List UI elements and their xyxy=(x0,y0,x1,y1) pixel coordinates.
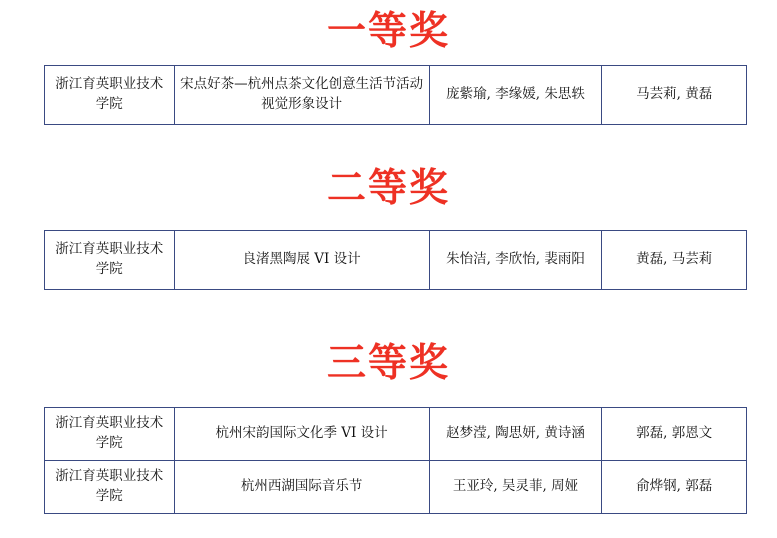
cell-school: 浙江育英职业技术学院 xyxy=(45,66,175,125)
cell-work-title: 宋点好茶—杭州点茶文化创意生活节活动视觉形象设计 xyxy=(174,66,429,125)
spacer-section-2-3 xyxy=(0,290,777,344)
award-title-first-prize: 一等奖 xyxy=(326,8,450,54)
table-row xyxy=(45,66,747,125)
cell-work-title: 杭州西湖国际音乐节 xyxy=(174,461,429,514)
award-title-third-prize: 三等奖 xyxy=(326,340,450,386)
cell-students: 庞紫瑜, 李缘媛, 朱思轶 xyxy=(429,66,602,125)
spacer-after-title-2 xyxy=(0,208,777,230)
cell-teachers: 马芸莉, 黄磊 xyxy=(602,66,747,125)
table-wrapper-third-prize xyxy=(0,407,777,514)
cell-teachers: 郭磊, 郭恩文 xyxy=(602,408,747,461)
cell-school: 浙江育英职业技术学院 xyxy=(45,461,175,514)
cell-school: 浙江育英职业技术学院 xyxy=(45,231,175,290)
table-row xyxy=(45,231,747,290)
award-section-first-prize xyxy=(0,8,777,125)
award-table-first-prize xyxy=(44,65,747,125)
award-title-second-prize: 二等奖 xyxy=(326,165,450,211)
table-wrapper-first-prize xyxy=(0,65,777,125)
cell-teachers: 黄磊, 马芸莉 xyxy=(602,231,747,290)
award-section-third-prize xyxy=(0,340,777,514)
cell-students: 朱怡洁, 李欣怡, 裴雨阳 xyxy=(429,231,602,290)
table-row xyxy=(45,408,747,461)
table-row xyxy=(45,461,747,514)
award-table-third-prize xyxy=(44,407,747,514)
cell-students: 王亚玲, 吴灵菲, 周娅 xyxy=(429,461,602,514)
spacer-section-1-2 xyxy=(0,125,777,169)
award-table-second-prize xyxy=(44,230,747,290)
cell-teachers: 俞烨钢, 郭磊 xyxy=(602,461,747,514)
table-wrapper-second-prize xyxy=(0,230,777,290)
award-section-second-prize xyxy=(0,165,777,290)
cell-work-title: 杭州宋韵国际文化季 VI 设计 xyxy=(174,408,429,461)
spacer-after-title-3 xyxy=(0,383,777,407)
cell-school: 浙江育英职业技术学院 xyxy=(45,408,175,461)
cell-work-title: 良渚黑陶展 VI 设计 xyxy=(174,231,429,290)
cell-students: 赵梦滢, 陶思妍, 黄诗涵 xyxy=(429,408,602,461)
